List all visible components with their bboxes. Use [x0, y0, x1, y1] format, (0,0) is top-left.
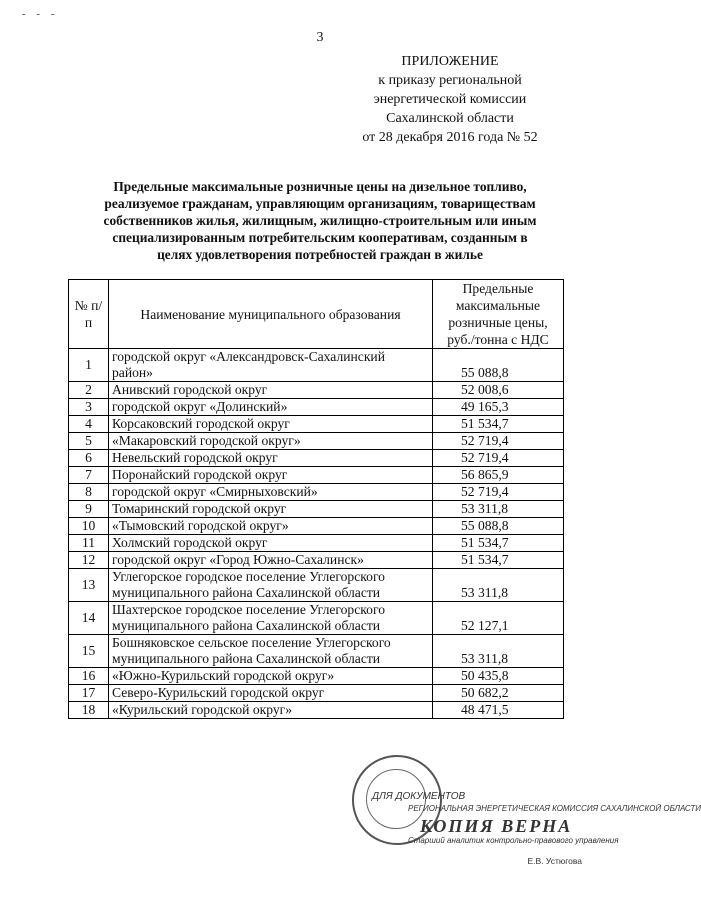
row-name: Шахтерское городское поселение Углегорского муниципального района Сахалинской области	[109, 602, 433, 635]
row-price: 51 534,7	[433, 535, 564, 552]
table-row	[69, 569, 564, 602]
document-title	[70, 178, 570, 263]
table-row	[69, 602, 564, 635]
row-name: «Южно-Курильский городской округ»	[109, 668, 433, 685]
title-line: целях удовлетворения потребностей граждан в жилье	[157, 247, 483, 262]
title-line: реализуемое гражданам, управляющим организациям, товариществам	[104, 196, 536, 211]
table-row	[69, 382, 564, 399]
row-price: 53 311,8	[433, 569, 564, 602]
table-row	[69, 349, 564, 382]
row-price: 49 165,3	[433, 399, 564, 416]
appendix-line: энергетической комиссии	[373, 92, 527, 107]
col-name-header: Наименование муниципального образования	[109, 280, 433, 349]
table-row	[69, 702, 564, 719]
row-number: 8	[69, 484, 109, 501]
table-row	[69, 535, 564, 552]
stamp-copy-label: КОПИЯ ВЕРНА	[420, 816, 573, 836]
row-number: 18	[69, 702, 109, 719]
price-table	[68, 279, 564, 719]
table-row	[69, 518, 564, 535]
stamp-org: РЕГИОНАЛЬНАЯ ЭНЕРГЕТИЧЕСКАЯ КОМИССИЯ САХАЛИНСКОЙ ОБЛАСТИ	[408, 804, 701, 813]
table-row	[69, 399, 564, 416]
row-price: 51 534,7	[433, 552, 564, 569]
row-price: 52 008,6	[433, 382, 564, 399]
certified-copy-stamp	[400, 800, 701, 870]
row-number: 9	[69, 501, 109, 518]
row-number: 16	[69, 668, 109, 685]
for-documents-stamp: ДЛЯ ДОКУМЕНТОВ	[372, 791, 466, 802]
row-number: 3	[69, 399, 109, 416]
stamp-signer: Е.В. Устюгова	[527, 856, 582, 866]
table-row	[69, 484, 564, 501]
row-number: 10	[69, 518, 109, 535]
table-row	[69, 552, 564, 569]
row-name: городской округ «Город Южно-Сахалинск»	[109, 552, 433, 569]
col-price-header: Предельные максимальные розничные цены, руб./тонна с НДС	[433, 280, 564, 349]
row-name: Бошняковское сельское поселение Углегорского муниципального района Сахалинской области	[109, 635, 433, 668]
row-price: 52 719,4	[433, 450, 564, 467]
row-price: 53 311,8	[433, 501, 564, 518]
row-number: 12	[69, 552, 109, 569]
table-row	[69, 433, 564, 450]
page-number: 3	[316, 30, 324, 45]
row-price: 52 719,4	[433, 484, 564, 501]
table-row	[69, 668, 564, 685]
appendix-line: к приказу региональной	[378, 73, 522, 88]
row-name: Невельский городской округ	[109, 450, 433, 467]
row-price: 53 311,8	[433, 635, 564, 668]
row-name: городской округ «Долинский»	[109, 399, 433, 416]
row-number: 7	[69, 467, 109, 484]
appendix-block	[330, 52, 570, 147]
row-price: 51 534,7	[433, 416, 564, 433]
row-price: 48 471,5	[433, 702, 564, 719]
row-price: 52 719,4	[433, 433, 564, 450]
row-number: 6	[69, 450, 109, 467]
row-name: «Курильский городской округ»	[109, 702, 433, 719]
row-name: Холмский городской округ	[109, 535, 433, 552]
row-price: 55 088,8	[433, 349, 564, 382]
table-row	[69, 685, 564, 702]
row-number: 15	[69, 635, 109, 668]
title-line: собственников жилья, жилищным, жилищно-строительным или иным	[103, 213, 537, 228]
stamp-role: Старший аналитик контрольно-правового управления	[408, 836, 619, 845]
appendix-line: от 28 декабря 2016 года № 52	[362, 130, 538, 145]
row-name: Поронайский городской округ	[109, 467, 433, 484]
row-price: 55 088,8	[433, 518, 564, 535]
row-name: «Макаровский городской округ»	[109, 433, 433, 450]
row-number: 17	[69, 685, 109, 702]
table-row	[69, 635, 564, 668]
title-line: специализированным потребительским кооперативам, созданным в	[112, 230, 528, 245]
row-number: 2	[69, 382, 109, 399]
row-name: городской округ «Александровск-Сахалинский район»	[109, 349, 433, 382]
col-number-header: № п/п	[69, 280, 109, 349]
table-header-row	[69, 280, 564, 349]
title-line: Предельные максимальные розничные цены на дизельное топливо,	[113, 179, 527, 194]
row-number: 4	[69, 416, 109, 433]
row-name: городской округ «Смирныховский»	[109, 484, 433, 501]
row-name: «Тымовский городской округ»	[109, 518, 433, 535]
appendix-line: ПРИЛОЖЕНИЕ	[401, 54, 499, 69]
row-price: 50 682,2	[433, 685, 564, 702]
table-row	[69, 450, 564, 467]
row-number: 11	[69, 535, 109, 552]
row-number: 14	[69, 602, 109, 635]
row-number: 13	[69, 569, 109, 602]
row-price: 56 865,9	[433, 467, 564, 484]
row-name: Томаринский городской округ	[109, 501, 433, 518]
row-name: Северо-Курильский городской округ	[109, 685, 433, 702]
appendix-line: Сахалинской области	[386, 111, 514, 126]
top-corner-mark: - - -	[22, 8, 59, 20]
table-row	[69, 416, 564, 433]
row-price: 52 127,1	[433, 602, 564, 635]
row-name: Углегорское городское поселение Углегорского муниципального района Сахалинской области	[109, 569, 433, 602]
row-name: Анивский городской округ	[109, 382, 433, 399]
table-row	[69, 467, 564, 484]
row-number: 5	[69, 433, 109, 450]
table-row	[69, 501, 564, 518]
row-number: 1	[69, 349, 109, 382]
row-price: 50 435,8	[433, 668, 564, 685]
row-name: Корсаковский городской округ	[109, 416, 433, 433]
